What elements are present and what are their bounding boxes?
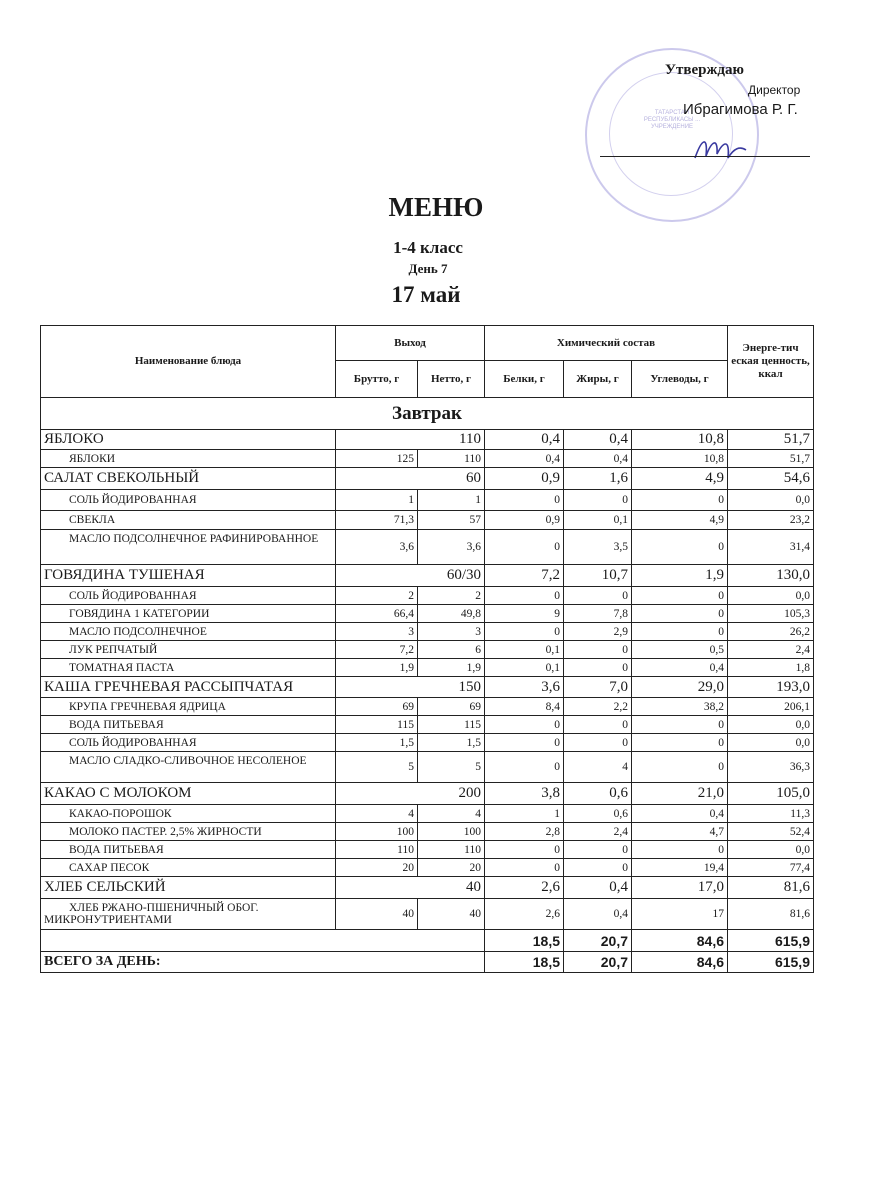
- fat-value: 7,0: [563, 676, 632, 698]
- ingredient-name: ЯБЛОКИ: [40, 449, 336, 468]
- fat-value: 2,2: [563, 697, 632, 716]
- carbs-value: 0,4: [631, 658, 728, 677]
- ingredient-name: МАСЛО СЛАДКО-СЛИВОЧНОЕ НЕСОЛЕНОЕ: [40, 751, 336, 783]
- section-breakfast: Завтрак: [40, 397, 814, 430]
- signature-line: [600, 156, 810, 157]
- protein-value: 0: [484, 751, 564, 783]
- ingredient-name: ВОДА ПИТЬЕВАЯ: [40, 715, 336, 734]
- brutto-value: 110: [335, 840, 418, 859]
- dish-name: ХЛЕБ СЕЛЬСКИЙ: [40, 876, 336, 899]
- energy-value: 77,4: [727, 858, 814, 877]
- energy-value: 51,7: [727, 449, 814, 468]
- subtotal-protein: 18,5: [484, 929, 564, 952]
- protein-value: 0: [484, 586, 564, 605]
- subtotal-fat: 20,7: [563, 929, 632, 952]
- ingredient-name: САХАР ПЕСОК: [40, 858, 336, 877]
- energy-value: 1,8: [727, 658, 814, 677]
- carbs-value: 0: [631, 604, 728, 623]
- fat-value: 0: [563, 586, 632, 605]
- brutto-value: 69: [335, 697, 418, 716]
- ingredient-name: ХЛЕБ РЖАНО-ПШЕНИЧНЫЙ ОБОГ. МИКРОНУТРИЕНТАМИ: [40, 898, 336, 930]
- column-header-fat: Жиры, г: [563, 360, 632, 398]
- carbs-value: 0: [631, 622, 728, 641]
- brutto-value: 125: [335, 449, 418, 468]
- brutto-value: 7,2: [335, 640, 418, 659]
- brutto-value: 20: [335, 858, 418, 877]
- energy-value: 2,4: [727, 640, 814, 659]
- brutto-value: 3: [335, 622, 418, 641]
- carbs-value: 38,2: [631, 697, 728, 716]
- ingredient-name: ВОДА ПИТЬЕВАЯ: [40, 840, 336, 859]
- menu-table: [40, 325, 813, 972]
- carbs-value: 4,7: [631, 822, 728, 841]
- column-header-netto: Нетто, г: [417, 360, 485, 398]
- energy-value: 26,2: [727, 622, 814, 641]
- netto-value: 49,8: [417, 604, 485, 623]
- ingredient-name: СОЛЬ ЙОДИРОВАННАЯ: [40, 733, 336, 752]
- approval-title: Утверждаю: [665, 62, 744, 78]
- protein-value: 0,9: [484, 467, 564, 490]
- carbs-value: 0: [631, 586, 728, 605]
- protein-value: 0: [484, 489, 564, 511]
- energy-value: 54,6: [727, 467, 814, 490]
- fat-value: 0,1: [563, 510, 632, 530]
- brutto-value: 115: [335, 715, 418, 734]
- netto-value: 40: [417, 898, 485, 930]
- subtotal-label: [40, 929, 485, 952]
- protein-value: 0: [484, 715, 564, 734]
- netto-value: 1: [417, 489, 485, 511]
- ingredient-name: ТОМАТНАЯ ПАСТА: [40, 658, 336, 677]
- ingredient-name: МОЛОКО ПАСТЕР. 2,5% ЖИРНОСТИ: [40, 822, 336, 841]
- brutto-value: 1,9: [335, 658, 418, 677]
- dish-output: 40: [335, 876, 485, 899]
- energy-value: 81,6: [727, 876, 814, 899]
- column-header-brutto: Брутто, г: [335, 360, 418, 398]
- fat-value: 0,4: [563, 898, 632, 930]
- protein-value: 0,4: [484, 429, 564, 450]
- protein-value: 0: [484, 622, 564, 641]
- fat-value: 0: [563, 840, 632, 859]
- date-label: 17 май: [391, 282, 461, 307]
- energy-value: 130,0: [727, 564, 814, 587]
- brutto-value: 2: [335, 586, 418, 605]
- carbs-value: 10,8: [631, 429, 728, 450]
- director-name: Ибрагимова Р. Г.: [683, 101, 798, 118]
- protein-value: 7,2: [484, 564, 564, 587]
- protein-value: 0: [484, 529, 564, 565]
- ingredient-name: ГОВЯДИНА 1 КАТЕГОРИИ: [40, 604, 336, 623]
- protein-value: 0,1: [484, 640, 564, 659]
- protein-value: 0: [484, 840, 564, 859]
- protein-value: 2,6: [484, 876, 564, 899]
- netto-value: 2: [417, 586, 485, 605]
- netto-value: 115: [417, 715, 485, 734]
- brutto-value: 1,5: [335, 733, 418, 752]
- column-header-chemical: Химический состав: [484, 325, 728, 361]
- energy-value: 51,7: [727, 429, 814, 450]
- brutto-value: 71,3: [335, 510, 418, 530]
- total-label: ВСЕГО ЗА ДЕНЬ:: [40, 951, 485, 973]
- fat-value: 0,4: [563, 429, 632, 450]
- carbs-value: 0: [631, 733, 728, 752]
- total-fat: 20,7: [563, 951, 632, 973]
- netto-value: 3: [417, 622, 485, 641]
- fat-value: 0,4: [563, 449, 632, 468]
- energy-value: 0,0: [727, 715, 814, 734]
- dish-output: 150: [335, 676, 485, 698]
- energy-value: 81,6: [727, 898, 814, 930]
- day-label: День 7: [408, 261, 448, 276]
- energy-value: 31,4: [727, 529, 814, 565]
- dish-name: ЯБЛОКО: [40, 429, 336, 450]
- ingredient-name: ЛУК РЕПЧАТЫЙ: [40, 640, 336, 659]
- carbs-value: 0,4: [631, 804, 728, 823]
- subtotal-carbs: 84,6: [631, 929, 728, 952]
- protein-value: 0,9: [484, 510, 564, 530]
- column-header-protein: Белки, г: [484, 360, 564, 398]
- netto-value: 20: [417, 858, 485, 877]
- protein-value: 2,6: [484, 898, 564, 930]
- protein-value: 0,4: [484, 449, 564, 468]
- brutto-value: 66,4: [335, 604, 418, 623]
- protein-value: 3,6: [484, 676, 564, 698]
- fat-value: 0: [563, 658, 632, 677]
- energy-value: 0,0: [727, 586, 814, 605]
- dish-output: 200: [335, 782, 485, 805]
- fat-value: 3,5: [563, 529, 632, 565]
- energy-value: 0,0: [727, 489, 814, 511]
- dish-output: 110: [335, 429, 485, 450]
- netto-value: 110: [417, 840, 485, 859]
- protein-value: 2,8: [484, 822, 564, 841]
- carbs-value: 0,5: [631, 640, 728, 659]
- signature-icon: [690, 128, 750, 168]
- fat-value: 0: [563, 489, 632, 511]
- energy-value: 105,0: [727, 782, 814, 805]
- energy-value: 52,4: [727, 822, 814, 841]
- column-header-output: Выход: [335, 325, 485, 361]
- energy-value: 105,3: [727, 604, 814, 623]
- netto-value: 1,9: [417, 658, 485, 677]
- fat-value: 4: [563, 751, 632, 783]
- ingredient-name: СОЛЬ ЙОДИРОВАННАЯ: [40, 489, 336, 511]
- total-protein: 18,5: [484, 951, 564, 973]
- ingredient-name: КАКАО-ПОРОШОК: [40, 804, 336, 823]
- carbs-value: 0: [631, 529, 728, 565]
- protein-value: 8,4: [484, 697, 564, 716]
- total-energy: 615,9: [727, 951, 814, 973]
- dish-name: САЛАТ СВЕКОЛЬНЫЙ: [40, 467, 336, 490]
- class-label: 1-4 класс: [393, 238, 463, 257]
- carbs-value: 29,0: [631, 676, 728, 698]
- ingredient-name: КРУПА ГРЕЧНЕВАЯ ЯДРИЦА: [40, 697, 336, 716]
- energy-value: 0,0: [727, 733, 814, 752]
- brutto-value: 40: [335, 898, 418, 930]
- brutto-value: 4: [335, 804, 418, 823]
- carbs-value: 21,0: [631, 782, 728, 805]
- netto-value: 1,5: [417, 733, 485, 752]
- carbs-value: 0: [631, 840, 728, 859]
- carbs-value: 4,9: [631, 510, 728, 530]
- energy-value: 23,2: [727, 510, 814, 530]
- carbs-value: 1,9: [631, 564, 728, 587]
- fat-value: 0: [563, 733, 632, 752]
- ingredient-name: СВЕКЛА: [40, 510, 336, 530]
- carbs-value: 17: [631, 898, 728, 930]
- page-title: МЕНЮ: [388, 192, 484, 222]
- brutto-value: 5: [335, 751, 418, 783]
- protein-value: 9: [484, 604, 564, 623]
- fat-value: 1,6: [563, 467, 632, 490]
- energy-value: 36,3: [727, 751, 814, 783]
- fat-value: 10,7: [563, 564, 632, 587]
- ingredient-name: СОЛЬ ЙОДИРОВАННАЯ: [40, 586, 336, 605]
- fat-value: 0,4: [563, 876, 632, 899]
- netto-value: 6: [417, 640, 485, 659]
- carbs-value: 0: [631, 751, 728, 783]
- carbs-value: 17,0: [631, 876, 728, 899]
- carbs-value: 0: [631, 715, 728, 734]
- fat-value: 0: [563, 858, 632, 877]
- brutto-value: 1: [335, 489, 418, 511]
- fat-value: 0,6: [563, 804, 632, 823]
- column-header-name: Наименование блюда: [40, 325, 336, 398]
- energy-value: 11,3: [727, 804, 814, 823]
- total-carbs: 84,6: [631, 951, 728, 973]
- fat-value: 2,4: [563, 822, 632, 841]
- brutto-value: 100: [335, 822, 418, 841]
- director-position: Директор: [748, 83, 801, 97]
- energy-value: 206,1: [727, 697, 814, 716]
- netto-value: 100: [417, 822, 485, 841]
- netto-value: 5: [417, 751, 485, 783]
- carbs-value: 4,9: [631, 467, 728, 490]
- netto-value: 4: [417, 804, 485, 823]
- fat-value: 0,6: [563, 782, 632, 805]
- netto-value: 69: [417, 697, 485, 716]
- dish-output: 60: [335, 467, 485, 490]
- fat-value: 7,8: [563, 604, 632, 623]
- carbs-value: 10,8: [631, 449, 728, 468]
- carbs-value: 0: [631, 489, 728, 511]
- protein-value: 0,1: [484, 658, 564, 677]
- energy-value: 0,0: [727, 840, 814, 859]
- protein-value: 0: [484, 733, 564, 752]
- netto-value: 3,6: [417, 529, 485, 565]
- energy-value: 193,0: [727, 676, 814, 698]
- subtotal-energy: 615,9: [727, 929, 814, 952]
- dish-name: КАКАО С МОЛОКОМ: [40, 782, 336, 805]
- column-header-energy: Энерге-тич еская ценность, ккал: [727, 325, 814, 398]
- protein-value: 3,8: [484, 782, 564, 805]
- dish-name: ГОВЯДИНА ТУШЕНАЯ: [40, 564, 336, 587]
- stamp-text: ТАТАРСТАН РЕСПУБЛИКАСЫ ... УЧРЕЖДЕНИЕ: [643, 110, 701, 130]
- fat-value: 2,9: [563, 622, 632, 641]
- brutto-value: 3,6: [335, 529, 418, 565]
- dish-name: КАША ГРЕЧНЕВАЯ РАССЫПЧАТАЯ: [40, 676, 336, 698]
- dish-output: 60/30: [335, 564, 485, 587]
- netto-value: 110: [417, 449, 485, 468]
- ingredient-name: МАСЛО ПОДСОЛНЕЧНОЕ РАФИНИРОВАННОЕ: [40, 529, 336, 565]
- column-header-carbs: Углеводы, г: [631, 360, 728, 398]
- netto-value: 57: [417, 510, 485, 530]
- fat-value: 0: [563, 640, 632, 659]
- ingredient-name: МАСЛО ПОДСОЛНЕЧНОЕ: [40, 622, 336, 641]
- carbs-value: 19,4: [631, 858, 728, 877]
- protein-value: 0: [484, 858, 564, 877]
- fat-value: 0: [563, 715, 632, 734]
- protein-value: 1: [484, 804, 564, 823]
